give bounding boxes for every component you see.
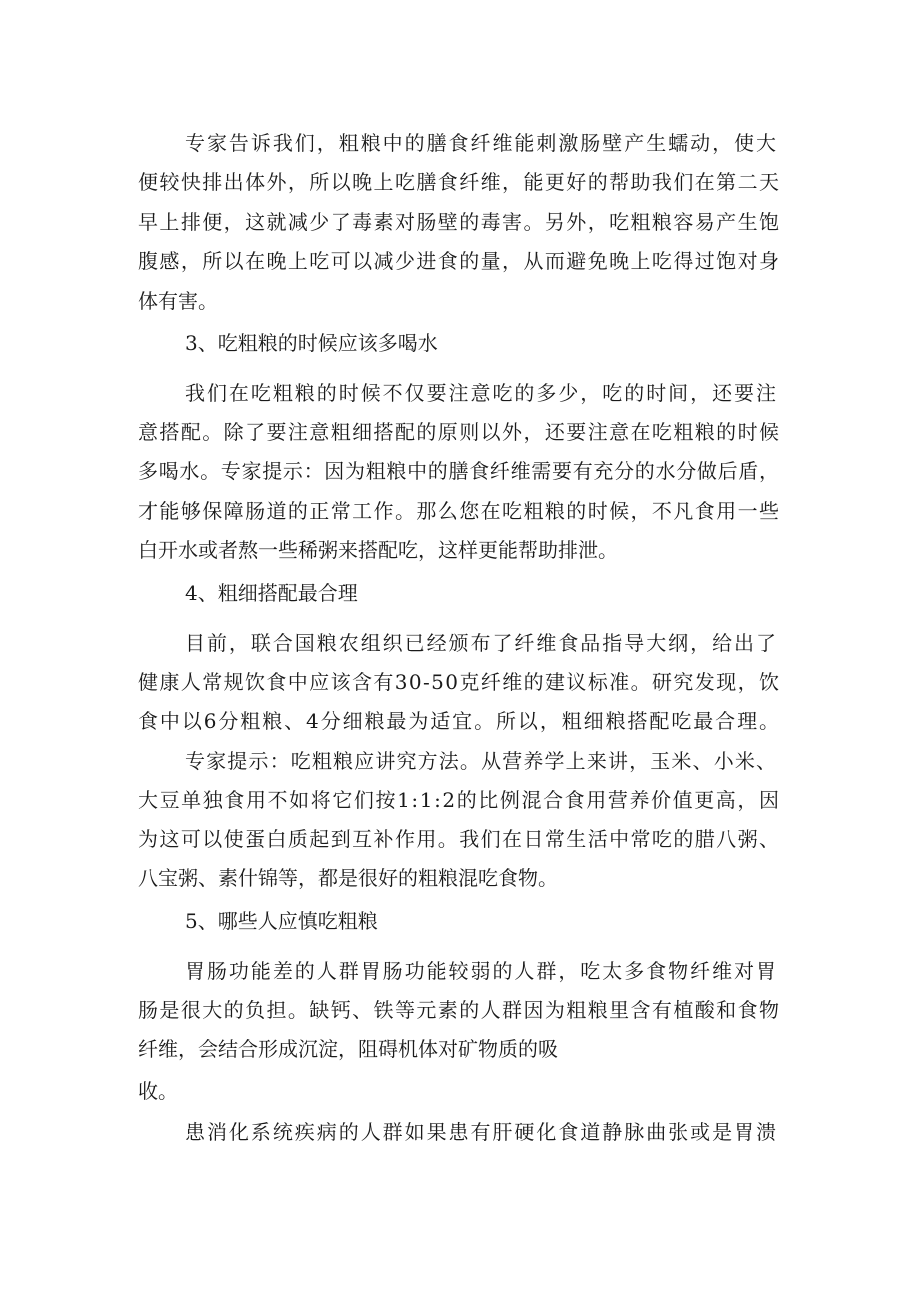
paragraph-3-line-2: 健康人常规饮食中应该含有30-50克纤维的建议标准。研究发现，饮	[138, 670, 781, 694]
paragraph-2-line-5: 白开水或者熬一些稀粥来搭配吃，这样更能帮助排泄。	[138, 538, 618, 562]
paragraph-2-line-4: 才能够保障肠道的正常工作。那么您在吃粗粮的时候，不凡食用一些	[138, 499, 781, 523]
paragraph-5-line-4: 收。	[138, 1079, 178, 1103]
paragraph-1-line-5: 体有害。	[138, 289, 218, 313]
paragraph-1-line-1: 专家告诉我们，粗粮中的膳食纤维能刺激肠壁产生蠕动，使大	[185, 131, 778, 155]
paragraph-4-line-3: 为这可以使蛋白质起到互补作用。我们在日常生活中常吃的腊八粥、	[138, 827, 781, 851]
paragraph-5-line-2: 肠是很大的负担。缺钙、铁等元素的人群因为粗粮里含有植酸和食物	[138, 998, 781, 1022]
paragraph-2-line-2: 意搭配。除了要注意粗细搭配的原则以外，还要注意在吃粗粮的时候	[138, 420, 781, 444]
paragraph-1-line-2: 便较快排出体外，所以晚上吃膳食纤维，能更好的帮助我们在第二天	[138, 170, 781, 194]
paragraph-2-line-1: 我们在吃粗粮的时候不仅要注意吃的多少，吃的时间，还要注	[185, 381, 778, 405]
paragraph-1-line-3: 早上排便，这就减少了毒素对肠壁的毒害。另外，吃粗粮容易产生饱	[138, 210, 781, 234]
paragraph-3-line-1: 目前，联合国粮农组织已经颁布了纤维食品指导大纲，给出了	[185, 631, 778, 655]
paragraph-5-line-1: 胃肠功能差的人群胃肠功能较弱的人群，吃太多食物纤维对胃	[185, 959, 778, 983]
paragraph-2-line-3: 多喝水。专家提示：因为粗粮中的膳食纤维需要有充分的水分做后盾，	[138, 459, 780, 483]
paragraph-1-line-4: 腹感，所以在晚上吃可以减少进食的量，从而避免晚上吃得过饱对身	[138, 249, 781, 273]
paragraph-5-line-3: 纤维，会结合形成沉淀，阻碍机体对矿物质的吸	[138, 1037, 558, 1061]
section-heading-3: 3、吃粗粮的时候应该多喝水	[185, 331, 438, 355]
paragraph-3-line-3: 食中以6分粗粮、4分细粮最为适宜。所以，粗细粮搭配吃最合理。	[138, 709, 781, 733]
section-heading-4: 4、粗细搭配最合理	[185, 581, 358, 605]
paragraph-4-line-2: 大豆单独食用不如将它们按1:1:2的比例混合食用营养价值更高，因	[138, 788, 781, 812]
paragraph-6-line-1: 患消化系统疾病的人群如果患有肝硬化食道静脉曲张或是胃溃	[185, 1120, 778, 1144]
paragraph-4-line-4: 八宝粥、素什锦等，都是很好的粗粮混吃食物。	[138, 866, 558, 890]
paragraph-4-line-1: 专家提示：吃粗粮应讲究方法。从营养学上来讲，玉米、小米、	[185, 749, 778, 773]
section-heading-5: 5、哪些人应慎吃粗粮	[185, 909, 378, 933]
